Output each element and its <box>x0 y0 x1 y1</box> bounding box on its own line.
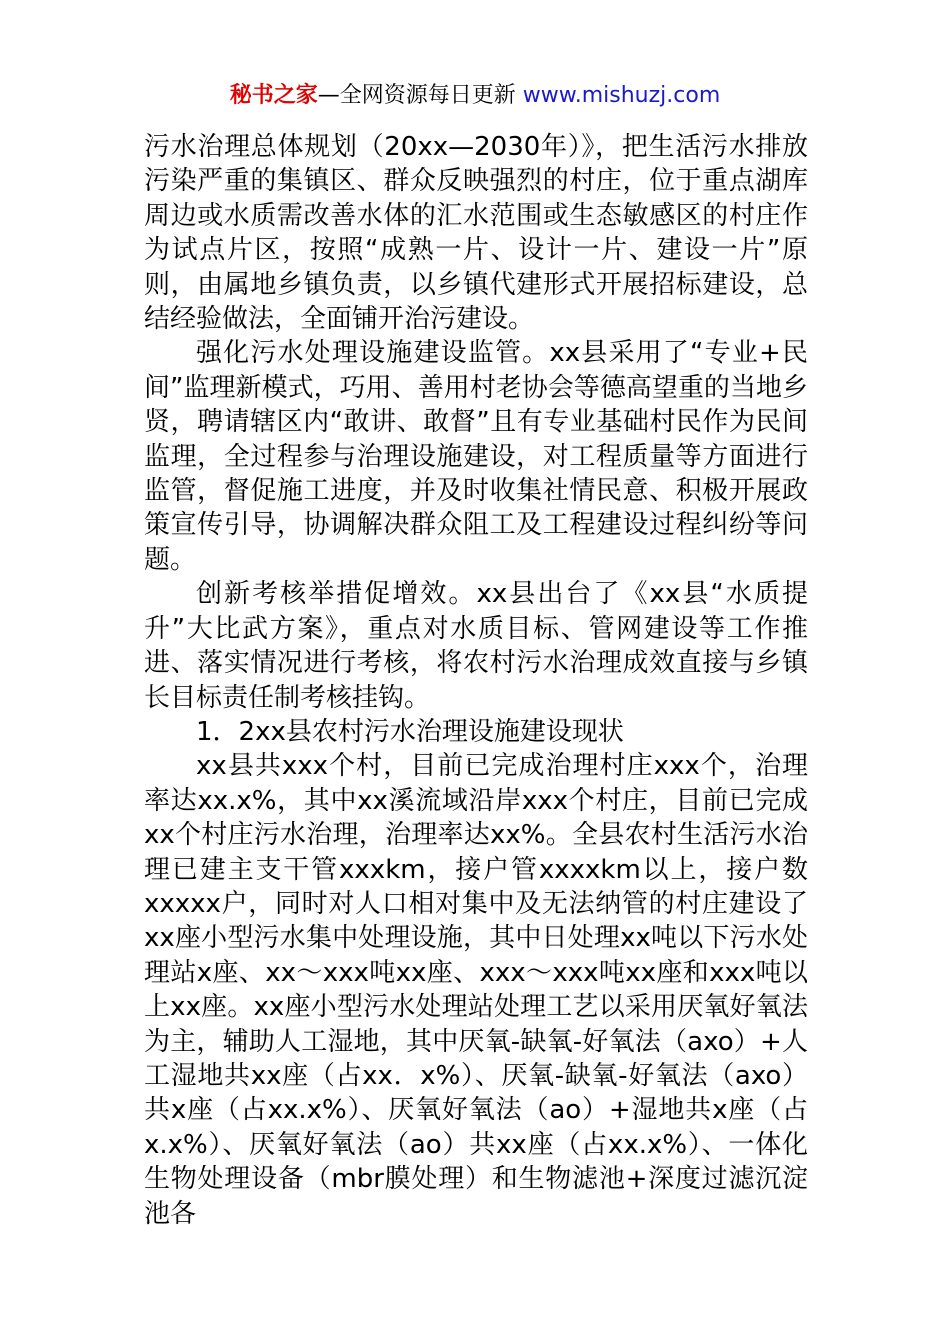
document-body <box>144 130 808 1231</box>
paragraph-plan: 污水治理总体规划（20xx—2030年）》，把生活污水排放污染严重的集镇区、群众反映强烈的村庄，位于重点湖库周边或水质需改善水体的汇水范围或生态敏感区的村庄作为试点片区，按照“成熟一片、设计一片、建设一片”原则，由属地乡镇负责，以乡镇代建形式开展招标建设，总结经验做法，全面铺开治污建设。 <box>144 132 808 335</box>
paragraph-assessment: 创新考核举措促增效。xx县出台了《xx县“水质提升”大比武方案》，重点对水质目标、管网建设等工作推进、落实情况进行考核，将农村污水治理成效直接与乡镇长目标责任制考核挂钩。 <box>144 579 808 713</box>
site-header <box>0 80 950 112</box>
paragraph-supervision: 强化污水处理设施建设监管。xx县采用了“专业+民间”监理新模式，巧用、善用村老协会等德高望重的当地乡贤，聘请辖区内“敢讲、敢督”且有专业基础村民作为民间监理，全过程参与治理设施建设，对工程质量等方面进行监管，督促施工进度，并及时收集社情民意、积极开展政策宣传引导，协调解决群众阻工及工程建设过程纠纷等问题。 <box>144 338 808 575</box>
section-heading: 1．2xx县农村污水治理设施建设现状 <box>196 716 624 747</box>
paragraph-status: xx县共xxx个村，目前已完成治理村庄xxx个，治理率达xx.x%，其中xx溪流域沿岸xxx个村庄，目前已完成xx个村庄污水治理，治理率达xx%。全县农村生活污水治理已建主支干管xxxkm，接户管xxxxkm以上，接户数xxxxx户，同时对人口相对集中及无法纳管的村庄建设了xx座小型污水集中处理设施，其中日处理xx吨以下污水处理站x座、xx～xxx吨xx座、xxx～xxx吨xx座和xxx吨以上xx座。xx座小型污水处理站处理工艺以采用厌氧好氧法为主，辅助人工湿地，其中厌氧-缺氧-好氧法（axo）+人工湿地共xx座（占xx．x%）、厌氧-缺氧-好氧法（axo）共x座（占xx.x%）、厌氧好氧法（ao）+湿地共x座（占x.x%）、厌氧好氧法（ao）共xx座（占xx.x%）、一体化生物处理设备（mbr膜处理）和生物滤池+深度过滤沉淀池各 <box>144 751 808 1229</box>
site-slogan: —全网资源每日更新 <box>317 83 516 108</box>
site-brand: 秘书之家 <box>229 83 318 108</box>
site-url[interactable]: www.mishuzj.com <box>522 83 721 108</box>
